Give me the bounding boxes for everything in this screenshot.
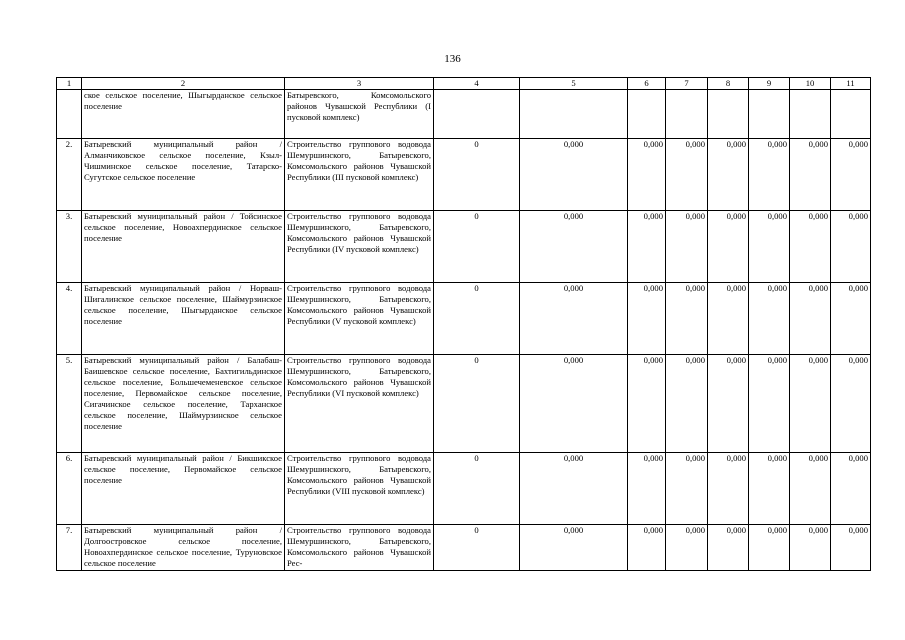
program-table	[56, 77, 871, 571]
region-cell: Батыревский муниципальный район / Алманчиковское сельское поселение, Кзыл-Чишминское сельское поселение, Татарско-Сугутское сельское поселение	[82, 139, 285, 211]
value-col-4: 0	[434, 525, 520, 571]
project-cell: Строительство группового водовода Шемуршинского, Батыревского, Комсомольского районов Чувашской Республики (VI пусковой комплекс)	[285, 355, 434, 453]
project-cell: Строительство группового водовода Шемуршинского, Батыревского, Комсомольского районов Чувашской Республики (VIII пусковой комплекс)	[285, 453, 434, 525]
region-cell: Батыревский муниципальный район / Норваш-Шигалинское сельское поселение, Шаймурзинское сельское поселение, Шыгырданское сельское поселение	[82, 283, 285, 355]
region-cell: Батыревский муниципальный район / Бикшикское сельское поселение, Первомайское сельское поселение	[82, 453, 285, 525]
value-col-7	[666, 90, 708, 139]
region-cell: Батыревский муниципальный район / Тойсинское сельское поселение, Новоахпердинское сельское поселение	[82, 211, 285, 283]
header-col-9: 9	[749, 78, 790, 90]
header-col-11: 11	[831, 78, 871, 90]
value-col-4: 0	[434, 283, 520, 355]
value-col-8: 0,000	[708, 283, 749, 355]
value-col-7: 0,000	[666, 355, 708, 453]
value-col-4: 0	[434, 453, 520, 525]
header-col-5: 5	[520, 78, 628, 90]
value-col-6: 0,000	[628, 211, 666, 283]
row-number: 6.	[57, 453, 82, 525]
value-col-4	[434, 90, 520, 139]
project-cell: Батыревского, Комсомольского районов Чувашской Республики (I пусковой комплекс)	[285, 90, 434, 139]
value-col-5: 0,000	[520, 283, 628, 355]
value-col-9	[749, 90, 790, 139]
region-cell: ское сельское поселение, Шыгырданское сельское поселение	[82, 90, 285, 139]
value-col-7: 0,000	[666, 211, 708, 283]
row-number: 3.	[57, 211, 82, 283]
value-col-6: 0,000	[628, 355, 666, 453]
project-cell: Строительство группового водовода Шемуршинского, Батыревского, Комсомольского районов Чувашской Республики (V пусковой комплекс)	[285, 283, 434, 355]
value-col-4: 0	[434, 139, 520, 211]
value-col-11	[831, 90, 871, 139]
table-row	[57, 139, 871, 211]
value-col-6: 0,000	[628, 283, 666, 355]
region-cell: Батыревский муниципальный район / Долгоостровское сельское поселение, Новоахпердинское сельское поселение, Туруновское сельское поселение	[82, 525, 285, 571]
table-row	[57, 90, 871, 139]
value-col-10: 0,000	[790, 211, 831, 283]
value-col-5: 0,000	[520, 355, 628, 453]
value-col-9: 0,000	[749, 139, 790, 211]
value-col-7: 0,000	[666, 525, 708, 571]
value-col-8: 0,000	[708, 211, 749, 283]
value-col-9: 0,000	[749, 283, 790, 355]
value-col-7: 0,000	[666, 283, 708, 355]
value-col-10: 0,000	[790, 525, 831, 571]
header-col-7: 7	[666, 78, 708, 90]
value-col-10: 0,000	[790, 139, 831, 211]
project-cell: Строительство группового водовода Шемуршинского, Батыревского, Комсомольского районов Чувашской Республики (IV пусковой комплекс)	[285, 211, 434, 283]
value-col-8: 0,000	[708, 525, 749, 571]
value-col-5: 0,000	[520, 211, 628, 283]
table-row	[57, 283, 871, 355]
value-col-9: 0,000	[749, 525, 790, 571]
header-col-4: 4	[434, 78, 520, 90]
table-row	[57, 453, 871, 525]
header-col-6: 6	[628, 78, 666, 90]
header-col-2: 2	[82, 78, 285, 90]
row-number: 2.	[57, 139, 82, 211]
value-col-10: 0,000	[790, 355, 831, 453]
value-col-10: 0,000	[790, 283, 831, 355]
table-row	[57, 525, 871, 571]
value-col-6	[628, 90, 666, 139]
value-col-9: 0,000	[749, 453, 790, 525]
value-col-5: 0,000	[520, 453, 628, 525]
header-col-1: 1	[57, 78, 82, 90]
value-col-11: 0,000	[831, 283, 871, 355]
region-cell: Батыревский муниципальный район / Балабаш-Баишевское сельское поселение, Бахтигильдинское сельское поселение, Большечеменевское сельское поселение, Первомайское сельское поселение, Сигачинское сельское поселение, Тарханское сельское поселение, Шаймурзинское сельское поселение	[82, 355, 285, 453]
value-col-6: 0,000	[628, 453, 666, 525]
value-col-11: 0,000	[831, 211, 871, 283]
value-col-10	[790, 90, 831, 139]
value-col-4: 0	[434, 211, 520, 283]
value-col-11: 0,000	[831, 525, 871, 571]
row-number	[57, 90, 82, 139]
project-cell: Строительство группового водовода Шемуршинского, Батыревского, Комсомольского районов Чувашской Республики (III пусковой комплекс)	[285, 139, 434, 211]
value-col-7: 0,000	[666, 453, 708, 525]
value-col-6: 0,000	[628, 139, 666, 211]
table-row	[57, 355, 871, 453]
value-col-9: 0,000	[749, 211, 790, 283]
value-col-10: 0,000	[790, 453, 831, 525]
value-col-8: 0,000	[708, 355, 749, 453]
value-col-5: 0,000	[520, 525, 628, 571]
value-col-8: 0,000	[708, 139, 749, 211]
header-col-10: 10	[790, 78, 831, 90]
row-number: 5.	[57, 355, 82, 453]
value-col-5	[520, 90, 628, 139]
value-col-9: 0,000	[749, 355, 790, 453]
value-col-11: 0,000	[831, 139, 871, 211]
value-col-8	[708, 90, 749, 139]
table-row	[57, 211, 871, 283]
value-col-11: 0,000	[831, 355, 871, 453]
value-col-5: 0,000	[520, 139, 628, 211]
value-col-6: 0,000	[628, 525, 666, 571]
value-col-7: 0,000	[666, 139, 708, 211]
header-row	[57, 78, 871, 90]
value-col-4: 0	[434, 355, 520, 453]
value-col-8: 0,000	[708, 453, 749, 525]
value-col-11: 0,000	[831, 453, 871, 525]
header-col-8: 8	[708, 78, 749, 90]
row-number: 7.	[57, 525, 82, 571]
page-number: 136	[444, 53, 461, 65]
header-col-3: 3	[285, 78, 434, 90]
row-number: 4.	[57, 283, 82, 355]
project-cell: Строительство группового водовода Шемуршинского, Батыревского, Комсомольского районов Чувашской Рес-	[285, 525, 434, 571]
